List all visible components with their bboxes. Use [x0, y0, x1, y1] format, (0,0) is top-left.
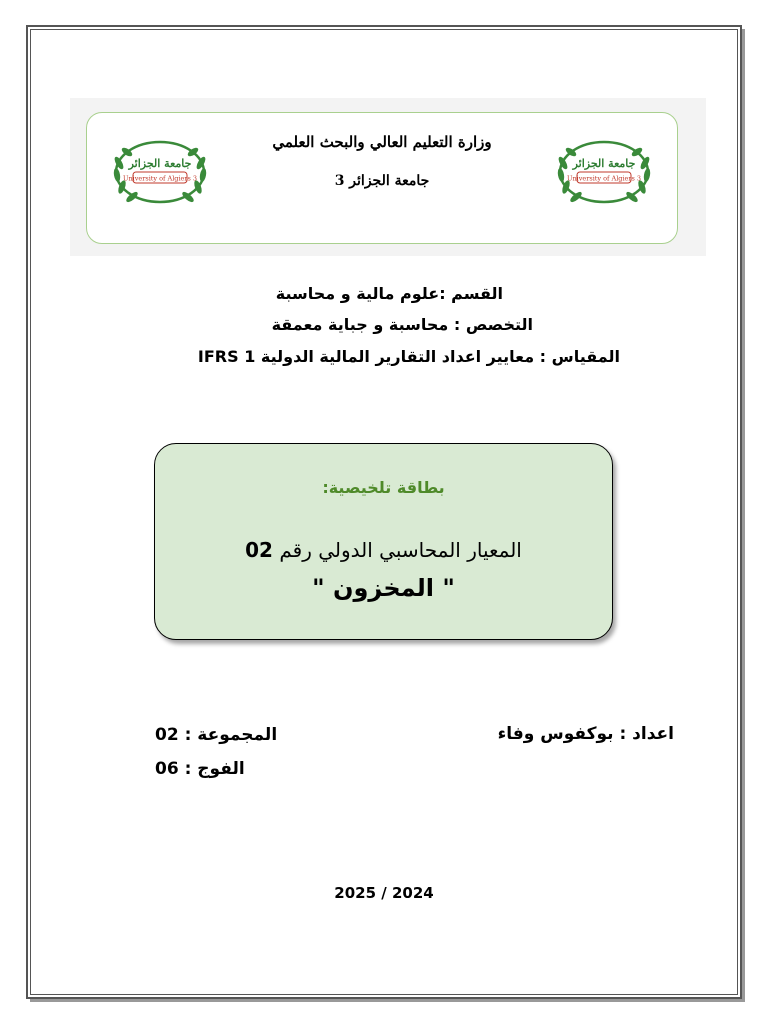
page-border-shadow — [742, 29, 745, 1001]
group-number: المجموعة : 02 — [155, 725, 278, 745]
header-box — [86, 112, 678, 244]
card-title — [155, 538, 612, 562]
card-title-number: 02 — [245, 538, 273, 562]
prepared-by: اعداد : بوكفوس وفاء — [497, 724, 674, 744]
university-seal-laurel-icon — [549, 133, 659, 211]
module-line: المقياس : معايير اعداد التقارير المالية الدولية IFRS 1 — [197, 347, 620, 366]
department-line: القسم :علوم مالية و محاسبة — [275, 284, 503, 303]
svg-text:جامعة الجزائر: جامعة الجزائر — [128, 157, 192, 170]
specialty-line: التخصص : محاسبة و جباية معمقة — [271, 315, 533, 334]
ministry-title: وزارة التعليم العالي والبحث العلمي — [272, 133, 492, 151]
card-title-text: المعيار المحاسبي الدولي رقم — [279, 538, 522, 562]
svg-text:جامعة الجزائر: جامعة الجزائر — [572, 157, 636, 170]
summary-card — [154, 443, 613, 640]
page-border-shadow — [30, 999, 745, 1002]
section-number: الفوج : 06 — [155, 759, 245, 779]
academic-year: 2025 / 2024 — [334, 884, 434, 902]
university-name: جامعة الجزائر 3 — [334, 173, 430, 189]
svg-text:University of Algiers 3: University of Algiers 3 — [566, 174, 642, 183]
svg-text:University of Algiers 3: University of Algiers 3 — [122, 174, 198, 183]
card-label: بطاقة تلخيصية: — [322, 478, 445, 497]
card-subtitle: " المخزون " — [312, 574, 455, 602]
